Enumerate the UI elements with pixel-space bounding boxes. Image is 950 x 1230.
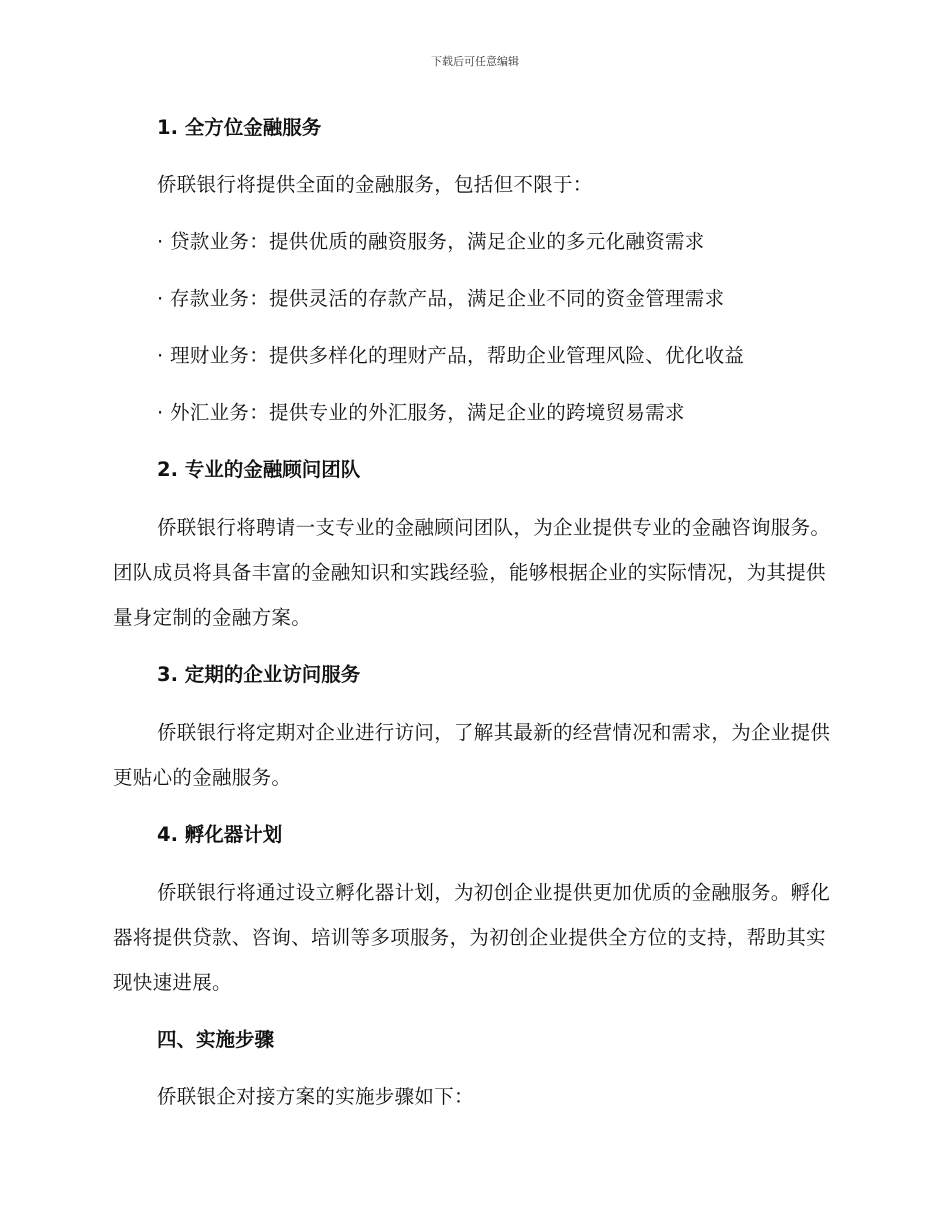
section-heading-5: 四、实施步骤 bbox=[157, 1028, 275, 1051]
section-4-body: 侨联银行将通过设立孵化器计划，为初创企业提供更加优质的金融服务。孵化器将提供贷款、咨询、培训等多项服务，为初创企业提供全方位的支持，帮助其实现快速进展。 bbox=[113, 881, 831, 994]
section-heading-2: 2. 专业的金融顾问团队 bbox=[157, 458, 361, 481]
bullet-item: · 贷款业务：提供优质的融资服务，满足企业的多元化融资需求 bbox=[157, 230, 705, 253]
section-heading-3: 3. 定期的企业访问服务 bbox=[157, 663, 361, 686]
section-1-intro: 侨联银行将提供全面的金融服务，包括但不限于： bbox=[157, 173, 593, 196]
section-heading-4: 4. 孵化器计划 bbox=[157, 823, 283, 846]
document-content bbox=[113, 113, 833, 1112]
bullet-item: · 理财业务：提供多样化的理财产品，帮助企业管理风险、优化收益 bbox=[157, 344, 745, 367]
bullet-item: · 存款业务：提供灵活的存款产品，满足企业不同的资金管理需求 bbox=[157, 287, 725, 310]
header-note: 下载后可任意编辑 bbox=[431, 55, 519, 68]
section-heading-1: 1. 全方位金融服务 bbox=[157, 116, 322, 139]
bullet-item: · 外汇业务：提供专业的外汇服务，满足企业的跨境贸易需求 bbox=[157, 401, 685, 424]
section-5-body: 侨联银企对接方案的实施步骤如下： bbox=[157, 1085, 474, 1108]
section-2-body: 侨联银行将聘请一支专业的金融顾问团队，为企业提供专业的金融咨询服务。团队成员将具备丰富的金融知识和实践经验，能够根据企业的实际情况，为其提供量身定制的金融方案。 bbox=[113, 516, 831, 629]
section-3-body: 侨联银行将定期对企业进行访问，了解其最新的经营情况和需求，为企业提供更贴心的金融服务。 bbox=[113, 721, 831, 789]
